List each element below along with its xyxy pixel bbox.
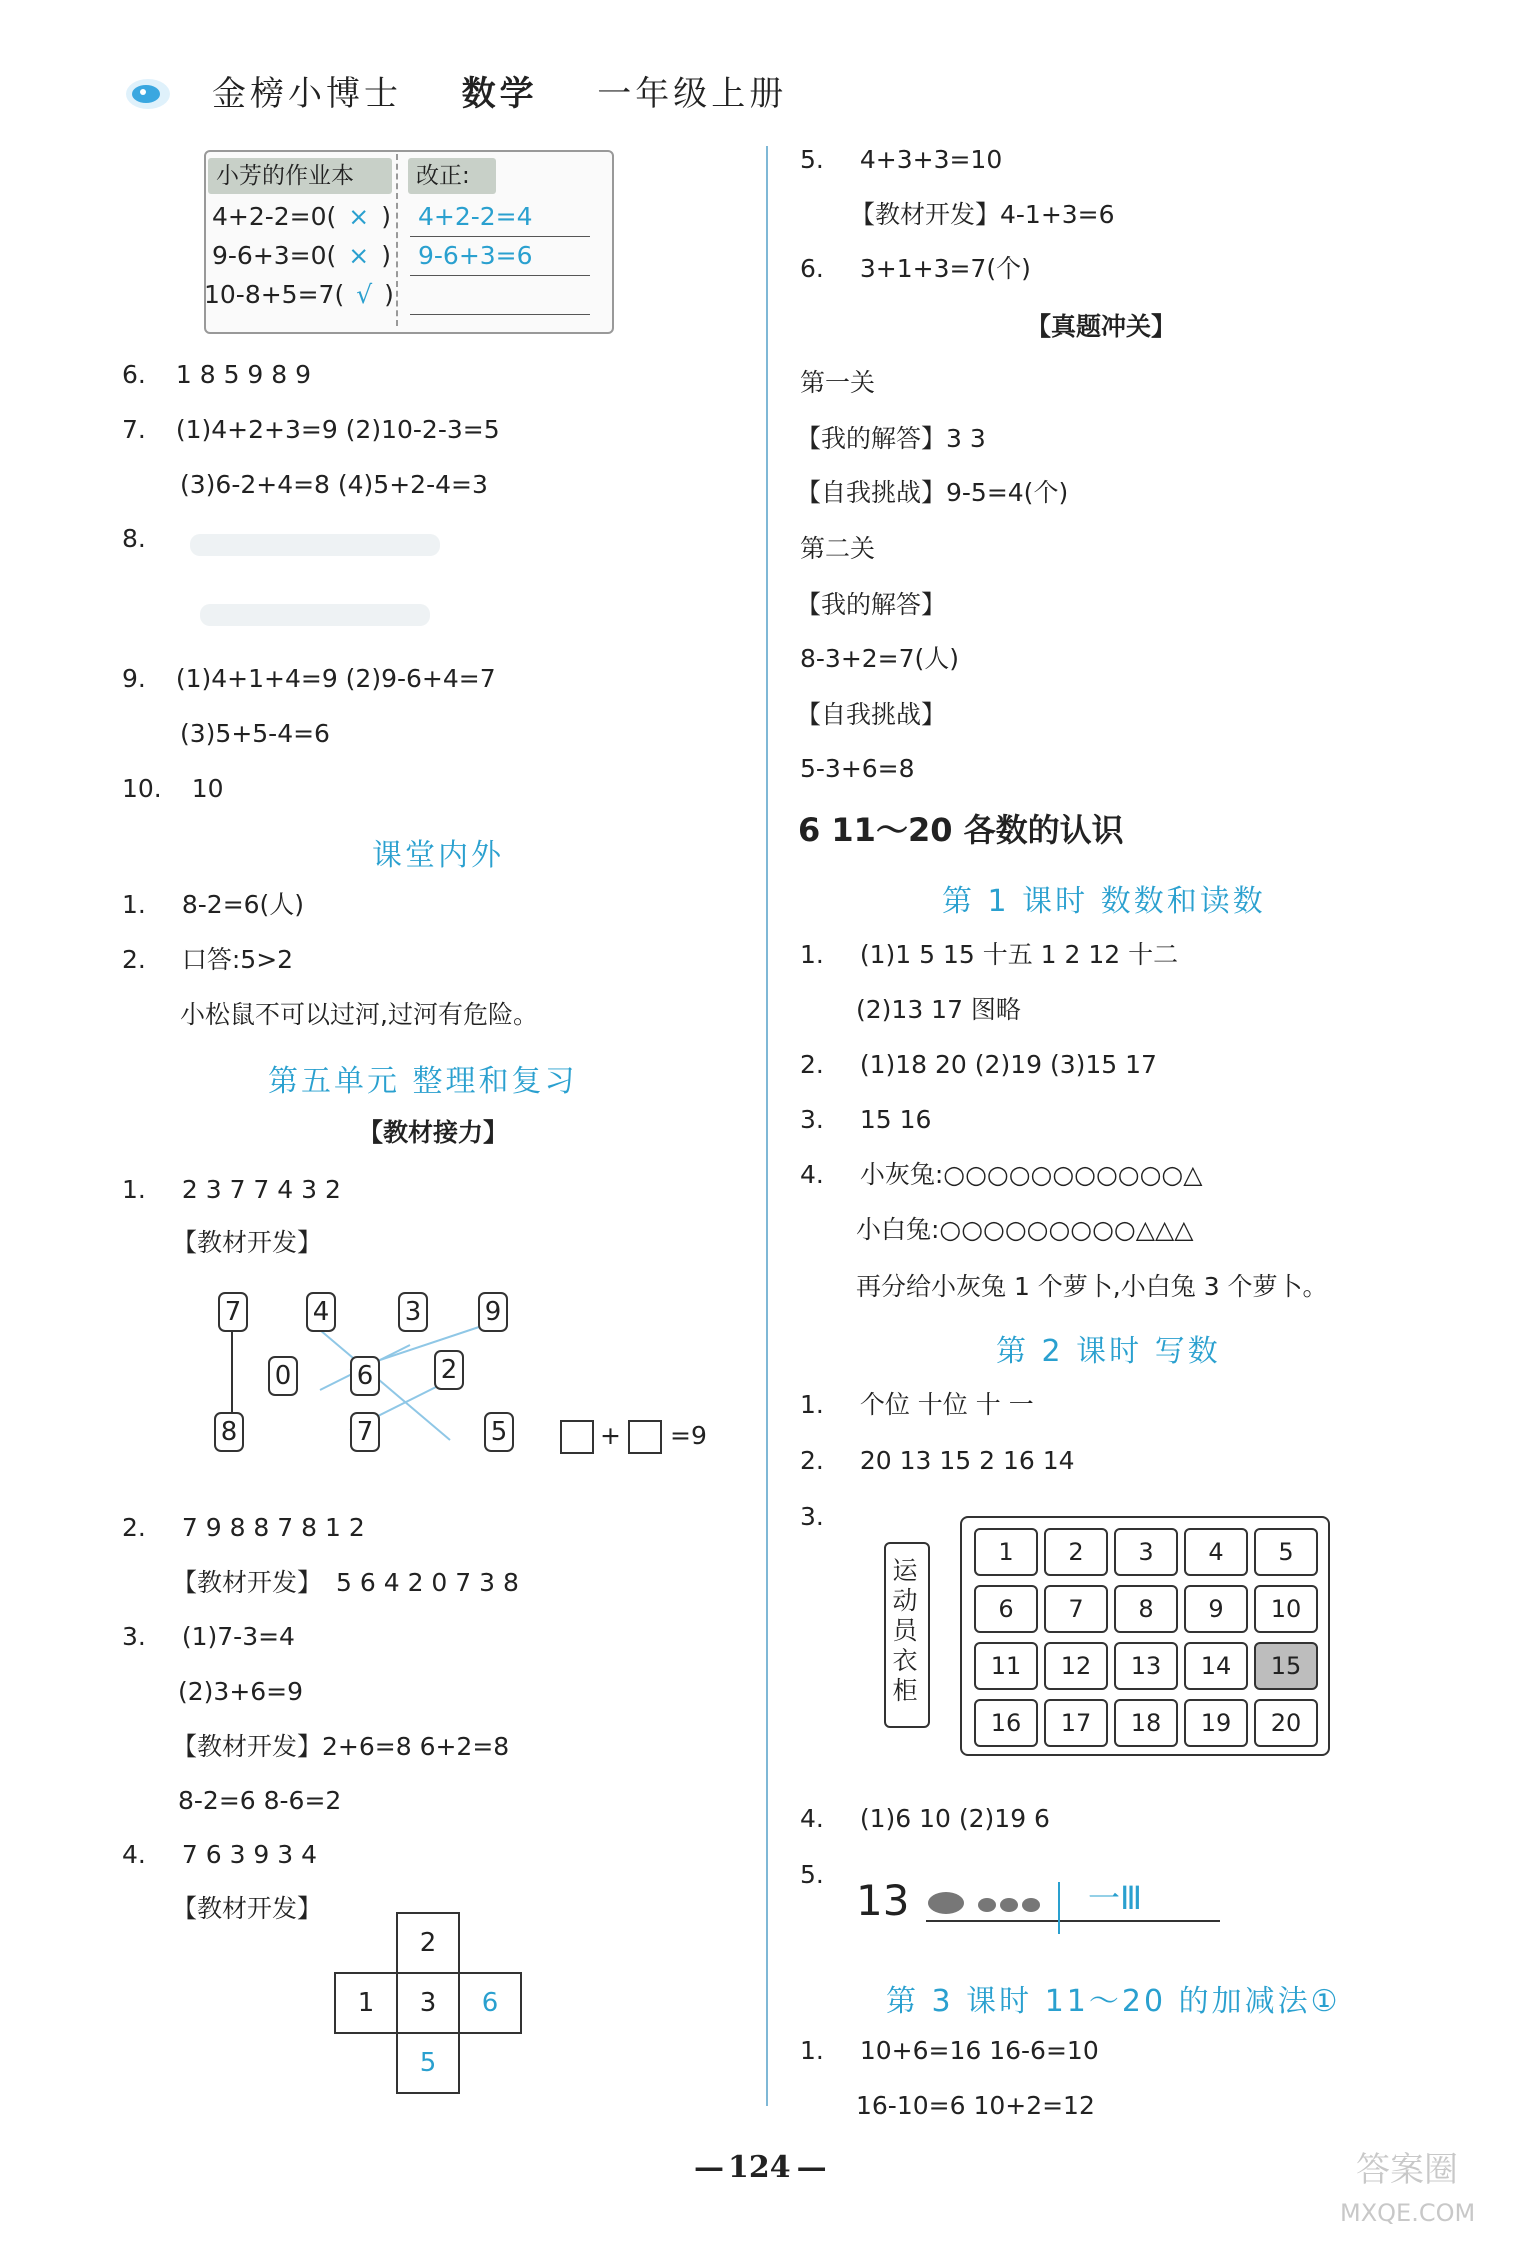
answer-line: 1. (1)1 5 15 十五 1 2 12 十二 <box>800 940 1179 969</box>
answer-line: (3)5+5-4=6 <box>180 719 330 748</box>
answer-line: 2. 7 9 8 8 7 8 1 2 <box>122 1513 365 1542</box>
number-card: 2 <box>434 1350 464 1390</box>
hw-row-1: 4+2-2=0( × ) <box>212 202 392 231</box>
dev-label: 【教材开发】 <box>172 1894 323 1923</box>
locker-cell: 2 <box>1044 1528 1108 1576</box>
tally-baseline <box>926 1920 1220 1922</box>
hw-line-2 <box>410 275 590 276</box>
blank-box <box>560 1420 594 1454</box>
answer-line: 2. (1)18 20 (2)19 (3)15 17 <box>800 1050 1157 1079</box>
hw-row-2: 9-6+3=0( × ) <box>212 241 392 270</box>
number-card: 7 <box>218 1292 248 1332</box>
tally-number: 13 <box>856 1876 910 1925</box>
lesson-heading: 第 3 课时 11～20 的加减法① <box>886 1984 1341 2019</box>
answer-line: 8-3+2=7(人) <box>800 644 960 673</box>
answer-line: 5. 4+3+3=10 <box>800 145 1003 174</box>
number-card: 8 <box>214 1412 244 1452</box>
net-cell: 2 <box>396 1912 460 1974</box>
answer-line: 2. 20 13 15 2 16 14 <box>800 1446 1075 1475</box>
answer-line: 3. 15 16 <box>800 1105 932 1134</box>
answer-line: 3. (1)7-3=4 <box>122 1622 295 1651</box>
locker-cell: 13 <box>1114 1642 1178 1690</box>
answer-line: (2)3+6=9 <box>178 1677 304 1706</box>
locker-cell: 19 <box>1184 1699 1248 1747</box>
answer-line: 10. 10 <box>122 774 224 803</box>
dev-label: 【教材开发】 <box>172 1228 323 1257</box>
locker-cell: 3 <box>1114 1528 1178 1576</box>
number-card: 4 <box>306 1292 336 1332</box>
locker-cell: 12 <box>1044 1642 1108 1690</box>
answer-line: 5-3+6=8 <box>800 754 915 783</box>
tally-divider <box>1058 1882 1060 1934</box>
answer-line: 【教材开发】2+6=8 6+2=8 <box>172 1732 510 1761</box>
locker-cell: 17 <box>1044 1699 1108 1747</box>
homework-divider <box>396 154 398 326</box>
cabinet-label-text: 运动员衣柜 <box>892 1556 918 1705</box>
locker-cell: 20 <box>1254 1699 1318 1747</box>
answer-line: 【我的解答】3 3 <box>796 424 986 453</box>
answer-line: 【自我挑战】9-5=4(个) <box>796 478 1069 507</box>
answer-line: 小白兔:○○○○○○○○○△△△ <box>856 1215 1194 1244</box>
page-number: — 124 — <box>694 2150 827 2185</box>
header-logo <box>124 74 176 114</box>
answer-line: 再分给小灰兔 1 个萝卜,小白兔 3 个萝卜。 <box>856 1272 1328 1301</box>
answer-line: 【我的解答】 <box>796 590 947 619</box>
answer-line: (2)13 17 图略 <box>856 995 1021 1024</box>
watermark-url: MXQE.COM <box>1340 2199 1476 2227</box>
answer-line: 1. 个位 十位 十 一 <box>800 1390 1034 1419</box>
net-cell: 6 <box>458 1972 522 2034</box>
locker-cell: 9 <box>1184 1585 1248 1633</box>
hw-fix-2: 9-6+3=6 <box>418 241 533 270</box>
locker-cell: 1 <box>974 1528 1038 1576</box>
answer-line: 【自我挑战】 <box>796 700 947 729</box>
locker-cell: 7 <box>1044 1585 1108 1633</box>
locker-cell: 18 <box>1114 1699 1178 1747</box>
tally-mark: 一Ⅲ <box>1088 1879 1143 1917</box>
stone-icon <box>928 1892 964 1914</box>
plus-sign: + <box>600 1421 621 1450</box>
lesson-heading: 第 2 课时 写数 <box>996 1334 1221 1369</box>
number-card: 5 <box>484 1412 514 1452</box>
answer-line: 【教材开发】4-1+3=6 <box>850 200 1115 229</box>
answer-line: 1. 8-2=6(人) <box>122 890 305 919</box>
homework-left-title: 小芳的作业本 <box>208 158 392 194</box>
number-card: 0 <box>268 1356 298 1396</box>
locker-cell: 4 <box>1184 1528 1248 1576</box>
column-divider <box>766 146 768 2106</box>
locker-cell: 11 <box>974 1642 1038 1690</box>
number-card: 3 <box>398 1292 428 1332</box>
unit-heading: 第五单元 整理和复习 <box>268 1064 578 1099</box>
answer-line: 5. <box>800 1860 824 1889</box>
answer-line: 8. <box>122 524 146 553</box>
net-cell: 1 <box>334 1972 398 2034</box>
answer-line: 1. 10+6=16 16-6=10 <box>800 2036 1099 2065</box>
stone-icon <box>1022 1898 1040 1912</box>
bracket-heading: 【教材接力】 <box>358 1118 509 1147</box>
number-card: 9 <box>478 1292 508 1332</box>
locker-cell: 8 <box>1114 1585 1178 1633</box>
number-card: 6 <box>350 1356 380 1396</box>
locker-cell: 14 <box>1184 1642 1248 1690</box>
hw-line-3 <box>410 314 590 315</box>
answer-line: 4. 7 6 3 9 3 4 <box>122 1840 318 1869</box>
answer-line: 6. 3+1+3=7(个) <box>800 254 1031 283</box>
locker-cell: 16 <box>974 1699 1038 1747</box>
answer-line: 16-10=6 10+2=12 <box>856 2091 1095 2120</box>
bracket-heading: 【真题冲关】 <box>1026 312 1177 341</box>
lesson-heading: 第 1 课时 数数和读数 <box>942 884 1266 919</box>
net-cell: 5 <box>396 2032 460 2094</box>
answer-line: 4. 小灰兔:○○○○○○○○○○○△ <box>800 1160 1203 1189</box>
hw-fix-1: 4+2-2=4 <box>418 202 533 231</box>
answer-line: 4. (1)6 10 (2)19 6 <box>800 1804 1050 1833</box>
locker-cell: 6 <box>974 1585 1038 1633</box>
hw-line-1 <box>410 236 590 237</box>
locker-cell: 15 <box>1254 1642 1318 1690</box>
blank-box <box>628 1420 662 1454</box>
faded-figure <box>190 528 450 638</box>
answer-line: 1. 2 3 7 7 4 3 2 <box>122 1175 341 1204</box>
book-title: 金榜小博士 <box>212 74 402 114</box>
answer-line: 3. <box>800 1502 824 1531</box>
chapter-heading: 6 11～20 各数的认识 <box>798 811 1124 849</box>
answer-line: 2. 口答:5>2 <box>122 945 294 974</box>
answer-line: 小松鼠不可以过河,过河有危险。 <box>180 1000 538 1029</box>
section-heading: 课堂内外 <box>372 838 504 873</box>
stone-icon <box>1000 1898 1018 1912</box>
net-cell: 3 <box>396 1972 460 2034</box>
homework-right-title: 改正: <box>408 158 496 194</box>
answer-line: 6. 1 8 5 9 8 9 <box>122 360 312 389</box>
book-subject: 数学 <box>461 74 538 114</box>
locker-cell: 10 <box>1254 1585 1318 1633</box>
hw-row-3: 10-8+5=7( √ ) <box>204 280 394 309</box>
answer-line: 【教材开发】 5 6 4 2 0 7 3 8 <box>172 1568 519 1597</box>
stone-icon <box>978 1898 996 1912</box>
level-label: 第二关 <box>800 534 876 563</box>
equation-result: =9 <box>670 1421 707 1450</box>
answer-line: 7. (1)4+2+3=9 (2)10-2-3=5 <box>122 415 500 444</box>
number-card: 7 <box>350 1412 380 1452</box>
watermark-logo: 答案圈 <box>1356 2150 1458 2190</box>
level-label: 第一关 <box>800 368 876 397</box>
answer-line: 9. (1)4+1+4=9 (2)9-6+4=7 <box>122 664 496 693</box>
answer-line: 8-2=6 8-6=2 <box>178 1786 342 1815</box>
answer-line: (3)6-2+4=8 (4)5+2-4=3 <box>180 470 488 499</box>
book-grade: 一年级上册 <box>597 74 788 114</box>
locker-cell: 5 <box>1254 1528 1318 1576</box>
